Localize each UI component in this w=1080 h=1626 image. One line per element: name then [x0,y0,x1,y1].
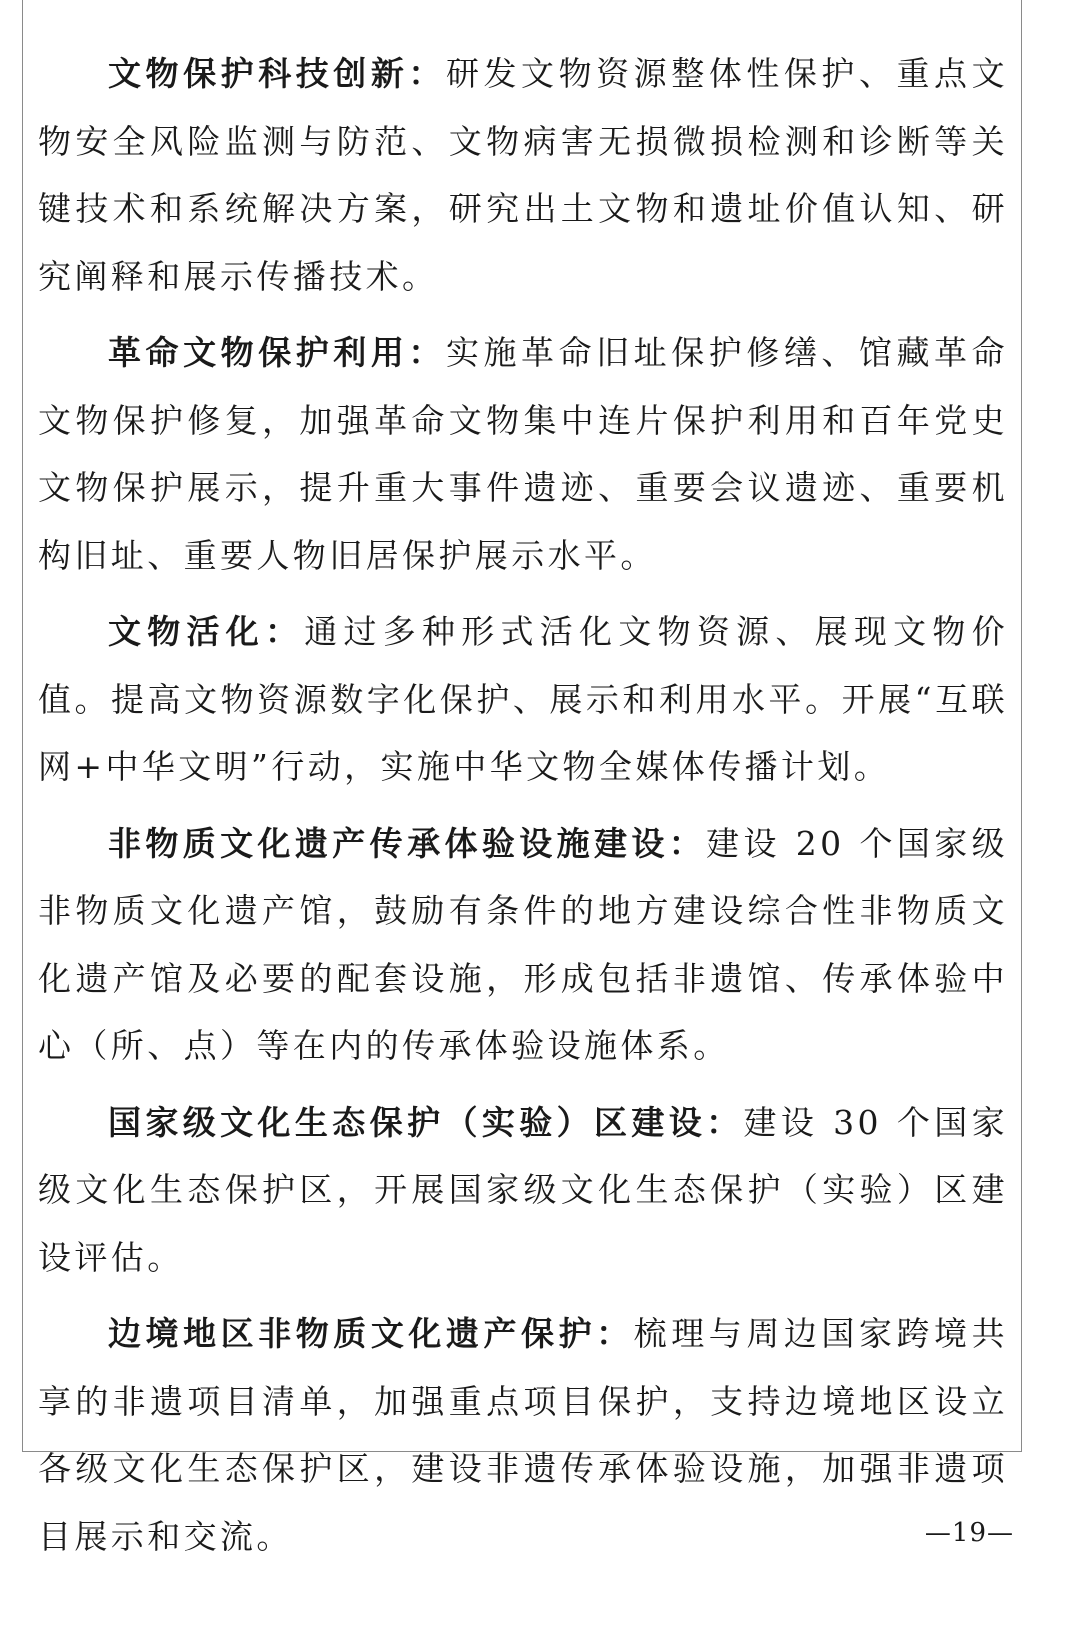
paragraph-revolutionary-relic-protection [38,319,1008,589]
paragraph-heading: 边境地区非物质文化遗产保护： [108,1314,634,1353]
page-number: —19— [924,1518,1014,1548]
paragraph-heading: 文物活化： [108,612,305,651]
paragraph-intangible-heritage-facilities [38,810,1008,1080]
paragraph-text: 建设 20 个国家级非物质文化遗产馆，鼓励有条件的地方建设综合性非物质文化遗产馆及必要的配套设施，形成包括非遗馆、传承体验中心（所、点）等在内的传承体验设施体系。 [38,823,1008,1065]
paragraph-text: 梳理与周边国家跨境共享的非遗项目清单，加强重点项目保护，支持边境地区设立各级文化生态保护区，建设非遗传承体验设施，加强非遗项目展示和交流。 [38,1314,1008,1556]
paragraph-heading: 革命文物保护利用： [108,333,446,372]
paragraph-text: 实施革命旧址保护修缮、馆藏革命文物保护修复，加强革命文物集中连片保护利用和百年党史文物保护展示，提升重大事件遗迹、重要会议遗迹、重要机构旧址、重要人物旧居保护展示水平。 [38,333,1009,575]
paragraph-text: 通过多种形式活化文物资源、展现文物价值。提高文物资源数字化保护、展示和利用水平。开展“互联网+中华文明”行动，实施中华文物全媒体传播计划。 [38,612,1009,786]
paragraph-border-region-heritage [38,1300,1008,1570]
paragraph-cultural-relic-tech-innovation [38,40,1008,310]
paragraph-text: 建设 30 个国家级文化生态保护区，开展国家级文化生态保护（实验）区建设评估。 [38,1102,1008,1277]
document-body [38,40,1008,1579]
paragraph-ecological-protection-zones [38,1089,1008,1292]
paragraph-heading: 文物保护科技创新： [108,54,446,93]
paragraph-heading: 国家级文化生态保护（实验）区建设： [108,1102,744,1142]
paragraph-text: 研发文物资源整体性保护、重点文物安全风险监测与防范、文物病害无损微损检测和诊断等关键技术和系统解决方案，研究出土文物和遗址价值认知、研究阐释和展示传播技术。 [38,54,1009,296]
paragraph-relic-activation [38,598,1008,801]
paragraph-heading: 非物质文化遗产传承体验设施建设： [108,823,707,863]
